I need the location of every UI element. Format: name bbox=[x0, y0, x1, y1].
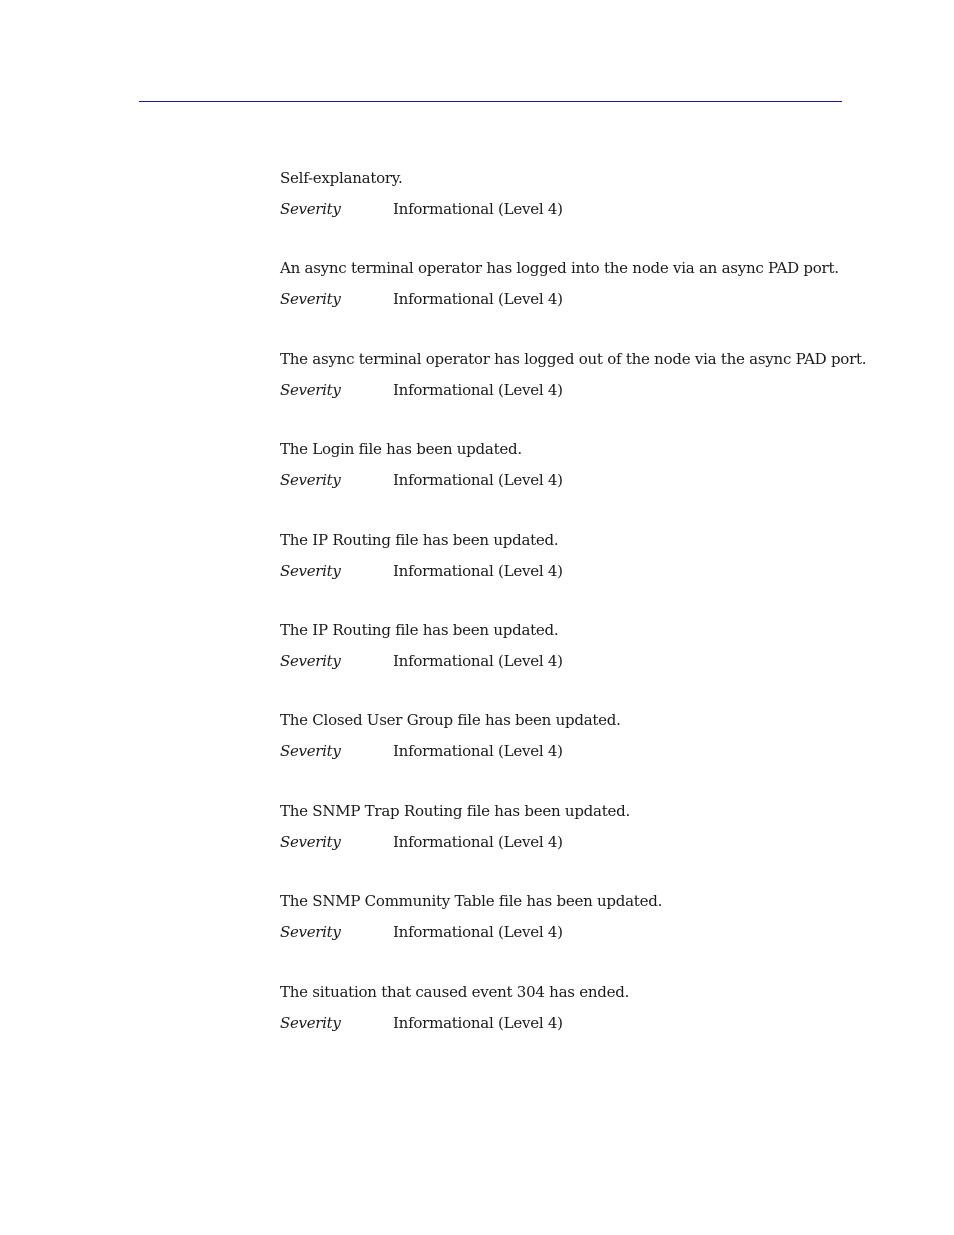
event-entry bbox=[280, 982, 880, 1072]
event-description: The IP Routing file has been updated. bbox=[280, 620, 559, 639]
severity-value: Informational (Level 4) bbox=[393, 561, 563, 580]
event-description: The SNMP Trap Routing file has been updated. bbox=[280, 801, 630, 820]
event-entry bbox=[280, 349, 880, 439]
severity-label: Severity bbox=[280, 1013, 341, 1032]
severity-value: Informational (Level 4) bbox=[393, 651, 563, 670]
severity-value: Informational (Level 4) bbox=[393, 471, 563, 490]
severity-value: Informational (Level 4) bbox=[393, 200, 563, 218]
event-entry bbox=[280, 530, 880, 620]
severity-label: Severity bbox=[280, 290, 341, 309]
severity-label: Severity bbox=[280, 651, 341, 670]
event-description: An async terminal operator has logged into the node via an async PAD port. bbox=[280, 259, 839, 278]
severity-label: Severity bbox=[280, 561, 341, 580]
severity-label: Severity bbox=[280, 832, 341, 851]
severity-label: Severity bbox=[280, 380, 341, 399]
event-description: The IP Routing file has been updated. bbox=[280, 530, 559, 549]
event-description: The situation that caused event 304 has ended. bbox=[280, 982, 630, 1001]
severity-value: Informational (Level 4) bbox=[393, 832, 563, 851]
event-description: The Login file has been updated. bbox=[280, 440, 522, 459]
severity-value: Informational (Level 4) bbox=[393, 742, 563, 761]
severity-value: Informational (Level 4) bbox=[393, 380, 563, 399]
event-entry bbox=[280, 620, 880, 710]
header-rule bbox=[139, 101, 842, 102]
severity-value: Informational (Level 4) bbox=[393, 1013, 563, 1032]
severity-label: Severity bbox=[280, 923, 341, 942]
event-description: The SNMP Community Table file has been updated. bbox=[280, 892, 663, 911]
event-entry bbox=[280, 710, 880, 800]
severity-label: Severity bbox=[280, 200, 341, 218]
event-description: The Closed User Group file has been updated. bbox=[280, 711, 621, 730]
event-list bbox=[280, 168, 880, 1072]
event-description: Self-explanatory. bbox=[280, 169, 403, 187]
event-entry bbox=[280, 891, 880, 981]
event-entry bbox=[280, 258, 880, 348]
event-entry bbox=[280, 439, 880, 529]
event-description: The async terminal operator has logged out of the node via the async PAD port. bbox=[280, 349, 867, 368]
severity-label: Severity bbox=[280, 471, 341, 490]
severity-label: Severity bbox=[280, 742, 341, 761]
severity-value: Informational (Level 4) bbox=[393, 290, 563, 309]
event-entry bbox=[280, 168, 880, 258]
severity-value: Informational (Level 4) bbox=[393, 923, 563, 942]
event-entry bbox=[280, 801, 880, 891]
